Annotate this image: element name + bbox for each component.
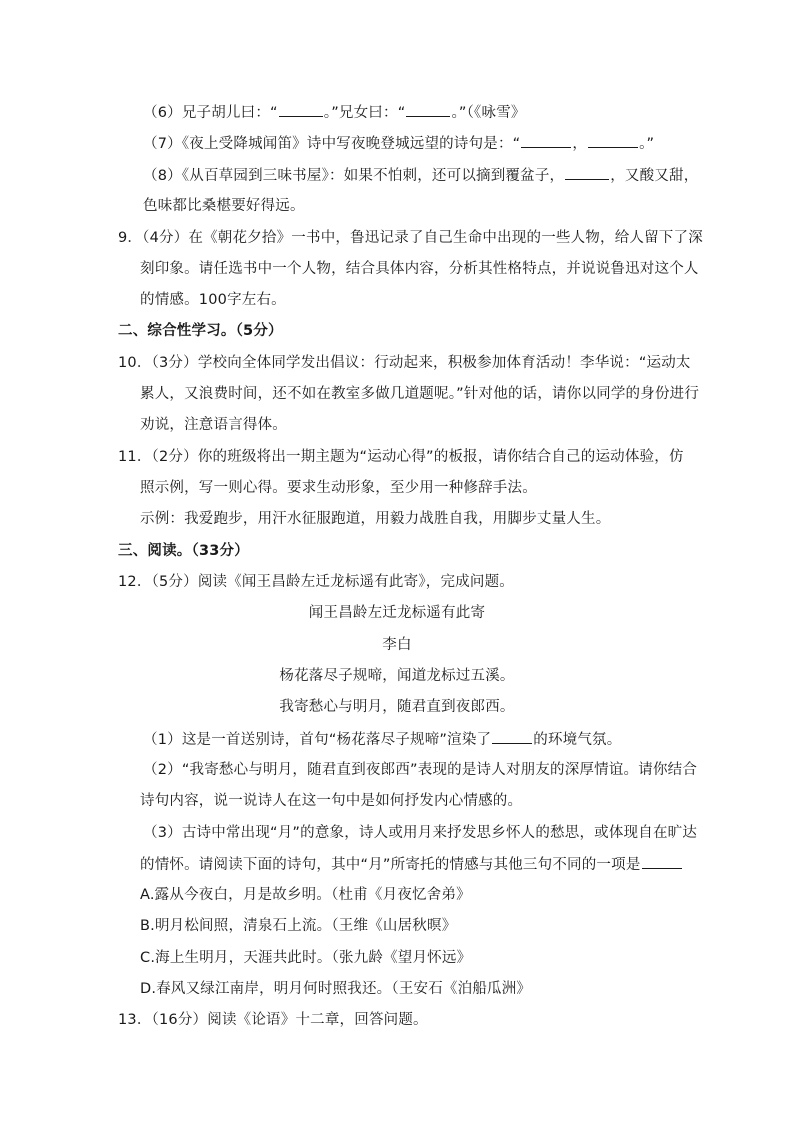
item-text-part: 。”兄女曰：“ (323, 105, 406, 121)
option-b: B.明月松间照，清泉石上流。（王维《山居秋暝》 (140, 918, 457, 934)
item-text-part: （6）兄子胡儿曰：“ (143, 105, 278, 121)
item-text-part: （7）《夜上受降城闻笛》诗中写夜晚登城远望的诗句是：“ (143, 136, 521, 152)
example-line: 示例：我爱跑步，用汗水征服跑道，用毅力战胜自我，用脚步丈量人生。 (140, 511, 611, 527)
item-text-part: ， (572, 136, 588, 152)
question-11-line: 照示例，写一则心得。要求生动形象，至少用一种修辞手法。 (140, 480, 537, 496)
item-text-part: 的情怀。请阅读下面的诗句，其中“月”所寄托的情感与其他三句不同的一项是 (140, 857, 641, 873)
answer-blank[interactable] (279, 102, 323, 117)
option-d: D.春风又绿江南岸，明月何时照我还。（王安石《泊船瓜洲》 (140, 981, 532, 997)
question-11-line: 11．（2分）你的班级将出一期主题为“运动心得”的板报，请你结合自己的运动体验，仿 (118, 449, 684, 465)
item-text-part: 的环境气氛。 (533, 732, 622, 748)
question-10-line: 劝说，注意语言得体。 (140, 417, 287, 433)
answer-blank[interactable] (492, 729, 532, 744)
question-10-line: 10．（3分）学校向全体同学发出倡议：行动起来，积极参加体育活动！李华说：“运动太 (118, 355, 691, 371)
question-9-line: 的情感。100字左右。 (140, 292, 286, 308)
question-9-line: 9．（4分）在《朝花夕拾》一书中，鲁迅记录了自己生命中出现的一些人物，给人留下了深 (118, 230, 703, 246)
sub-question-1 (143, 729, 621, 750)
section-heading: 二、综合性学习。（5分） (118, 323, 283, 339)
item-text-part: （8）《从百草园到三味书屋》：如果不怕刺，还可以摘到覆盆子， (143, 168, 565, 184)
item-text-part: （1）这是一首送别诗，首句“杨花落尽子规啼”渲染了 (143, 732, 492, 748)
poem-line: 杨花落尽子规啼，闻道龙标过五溪。 (279, 668, 515, 684)
answer-blank[interactable] (521, 133, 571, 148)
sub-question-2: 诗句内容，说一说诗人在这一句中是如何抒发内心情感的。 (140, 793, 523, 809)
text-line: 色味都比桑椹要好得远。 (143, 198, 305, 214)
item-text-part: ，又酸又甜， (610, 168, 699, 184)
answer-blank[interactable] (565, 165, 609, 180)
item-text-part: 。” (639, 136, 655, 152)
poem-author: 李白 (382, 637, 412, 653)
recitation-item-8 (143, 165, 698, 186)
sub-question-2: （2）“我寄愁心与明月，随君直到夜郎西”表现的是诗人对朋友的深厚情谊。请你结合 (143, 762, 698, 778)
recitation-item-6 (143, 102, 526, 123)
question-12-line: 12．（5分）阅读《闻王昌龄左迁龙标遥有此寄》，完成问题。 (118, 574, 514, 590)
sub-question-3: （3）古诗中常出现“月”的意象，诗人或用月来抒发思乡怀人的愁思，或体现自在旷达 (143, 825, 698, 841)
option-c: C.海上生明月，天涯共此时。（张九龄《望月怀远》 (140, 950, 472, 966)
question-9-line: 刻印象。请任选书中一个人物，结合具体内容，分析其性格特点，并说说鲁迅对这个人 (140, 261, 699, 277)
question-13-line: 13．（16分）阅读《论语》十二章，回答问题。 (118, 1012, 428, 1028)
answer-blank[interactable] (642, 854, 682, 869)
poem-line: 我寄愁心与明月，随君直到夜郎西。 (279, 699, 515, 715)
sub-question-3 (140, 854, 683, 875)
answer-blank[interactable] (406, 102, 450, 117)
answer-blank[interactable] (588, 133, 638, 148)
option-a: A.露从今夜白，月是故乡明。（杜甫《月夜忆舍弟》 (140, 887, 471, 903)
poem-title: 闻王昌龄左迁龙标遥有此寄 (308, 605, 486, 621)
section-heading: 三、阅读。（33分） (118, 543, 249, 559)
recitation-item-7 (143, 133, 654, 154)
question-10-line: 累人，又浪费时间，还不如在教室多做几道题呢。”针对他的话，请你以同学的身份进行 (140, 386, 700, 402)
item-text-part: 。”（《咏雪》 (451, 105, 526, 121)
